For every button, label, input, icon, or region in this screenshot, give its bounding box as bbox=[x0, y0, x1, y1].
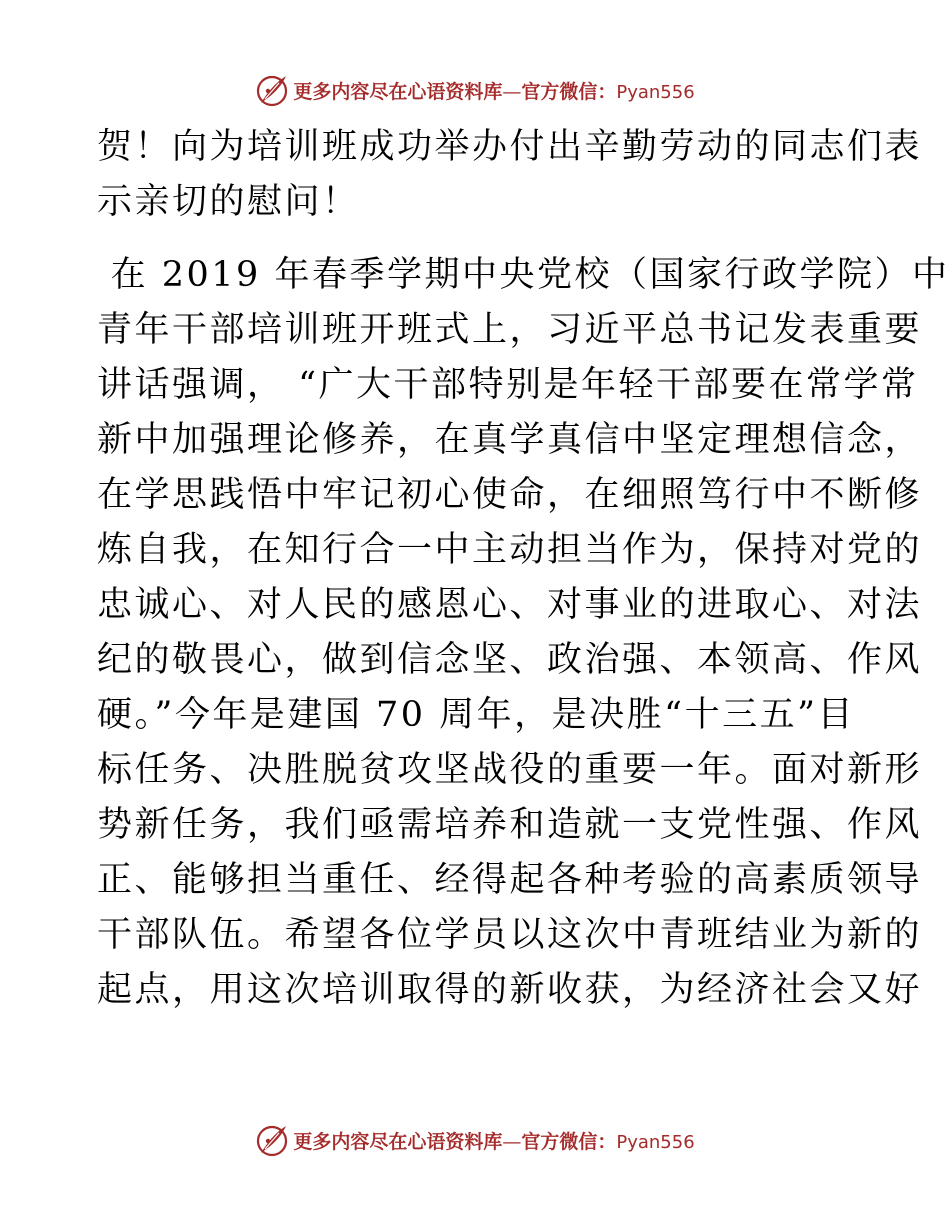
footer-banner-wechat-id: Pyan556 bbox=[616, 1131, 695, 1153]
footer-banner-text bbox=[293, 1127, 694, 1154]
text-line: 在学思践悟中牢记初心使命，在细照笃行中不断修 bbox=[97, 475, 923, 515]
header-banner-text bbox=[293, 77, 694, 104]
text-line: 在 2019 年春季学期中央党校（国家行政学院）中 bbox=[97, 255, 950, 295]
feather-pen-logo-icon bbox=[255, 1123, 289, 1157]
footer-banner-separator: — bbox=[502, 1130, 522, 1153]
text-line: 势新任务，我们亟需培养和造就一支党性强、作风 bbox=[97, 805, 923, 845]
header-banner-separator: — bbox=[502, 80, 522, 103]
text-line: 正、能够担当重任、经得起各种考验的高素质领导 bbox=[97, 860, 923, 900]
text-line: 新中加强理论修养，在真学真信中坚定理想信念， bbox=[97, 420, 923, 460]
paragraph bbox=[97, 248, 950, 1018]
text-line: 忠诚心、对人民的感恩心、对事业的进取心、对法 bbox=[97, 585, 923, 625]
text-line: 青年干部培训班开班式上，习近平总书记发表重要 bbox=[97, 310, 923, 350]
text-line: 示亲切的慰问！ bbox=[97, 182, 360, 222]
text-line: 贺！向为培训班成功举办付出辛勤劳动的同志们表 bbox=[97, 127, 923, 167]
text-line: 纪的敬畏心，做到信念坚、政治强、本领高、作风 bbox=[97, 640, 923, 680]
header-banner-slogan: 更多内容尽在心语资料库 bbox=[293, 80, 503, 103]
header-banner-wechat-label: 官方微信： bbox=[521, 80, 617, 103]
feather-pen-logo-icon bbox=[255, 73, 289, 107]
footer-banner bbox=[0, 1120, 950, 1160]
footer-banner-wechat-label: 官方微信： bbox=[521, 1130, 617, 1153]
header-banner-wechat-id: Pyan556 bbox=[616, 81, 695, 103]
paragraph-gap bbox=[97, 230, 857, 248]
paragraph bbox=[97, 120, 923, 230]
text-line: 讲话强调， “广大干部特别是年轻干部要在常学常 bbox=[97, 365, 919, 405]
header-banner bbox=[0, 70, 950, 110]
text-line: 炼自我，在知行合一中主动担当作为，保持对党的 bbox=[97, 530, 923, 570]
document-body bbox=[97, 120, 950, 1018]
text-line: 起点，用这次培训取得的新收获，为经济社会又好 bbox=[97, 970, 923, 1010]
text-line: 硬。”今年是建国 70 周年，是决胜“十三五”目 bbox=[97, 695, 855, 735]
text-line: 干部队伍。希望各位学员以这次中青班结业为新的 bbox=[97, 915, 923, 955]
text-line: 标任务、决胜脱贫攻坚战役的重要一年。面对新形 bbox=[97, 750, 923, 790]
footer-banner-slogan: 更多内容尽在心语资料库 bbox=[293, 1130, 503, 1153]
